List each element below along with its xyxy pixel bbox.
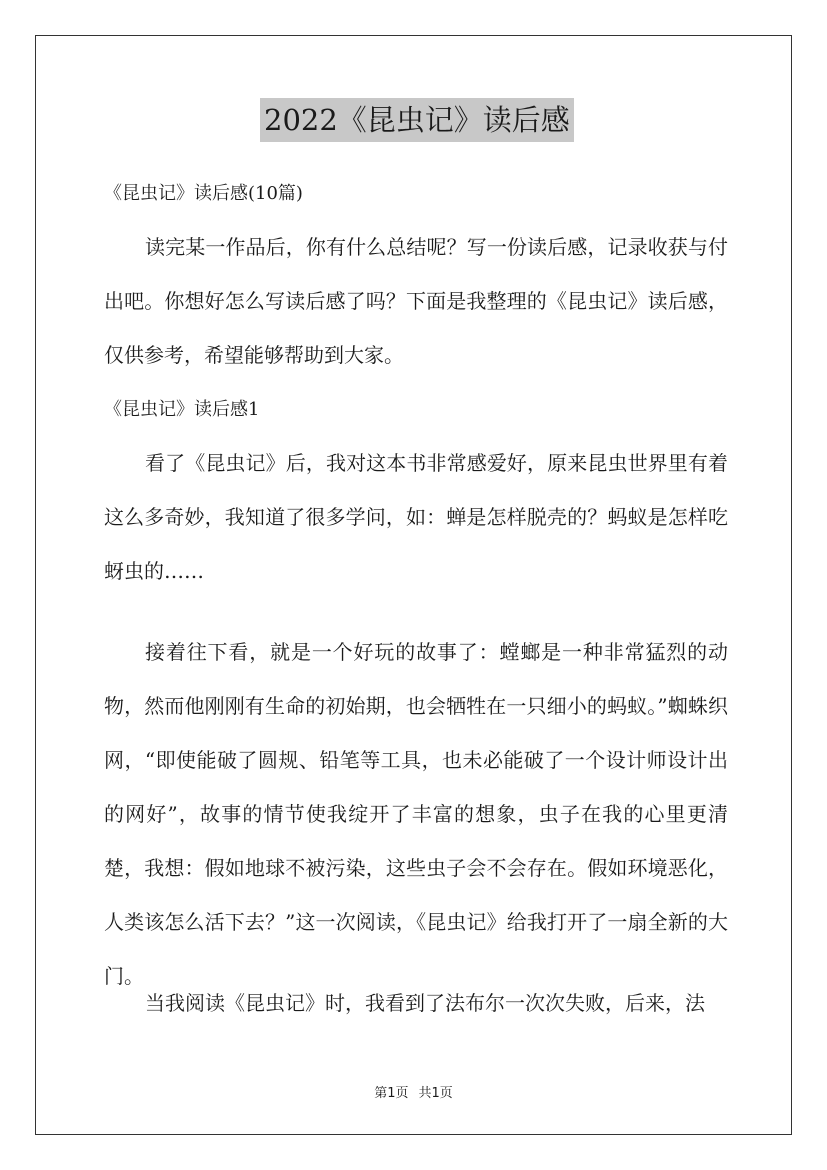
page-total: 共1页: [418, 1086, 453, 1101]
document-title: 2022《昆虫记》读后感: [260, 98, 574, 142]
document-subtitle: 《昆虫记》读后感(10篇): [104, 183, 303, 204]
section-heading: 《昆虫记》读后感1: [104, 399, 260, 420]
page-footer: [0, 1082, 827, 1101]
body-paragraph: 看了《昆虫记》后，我对这本书非常感爱好，原来昆虫世界里有着这么多奇妙，我知道了很多学问，如：蝉是怎样脱壳的？蚂蚁是怎样吃蚜虫的……: [104, 451, 728, 583]
body-paragraph: 当我阅读《昆虫记》时，我看到了法布尔一次次失败，后来，法: [145, 991, 705, 1015]
page-number: 第1页: [374, 1086, 409, 1101]
body-paragraph: 接着往下看，就是一个好玩的故事了：螳螂是一种非常猛烈的动物，然而他刚刚有生命的初始期，也会牺牲在一只细小的蚂蚁。”蜘蛛织网，“即使能破了圆规、铅笔等工具，也未必能破了一个设计师设计出的网好”，故事的情节使我绽开了丰富的想象，虫子在我的心里更清楚，我想：假如地球不被污染，这些虫子会不会存在。假如环境恶化，人类该怎么活下去？”这一次阅读，《昆虫记》给我打开了一扇全新的大门。: [104, 640, 728, 988]
intro-paragraph: 读完某一作品后，你有什么总结呢？写一份读后感，记录收获与付出吧。你想好怎么写读后感了吗？下面是我整理的《昆虫记》读后感，仅供参考，希望能够帮助到大家。: [104, 235, 728, 367]
